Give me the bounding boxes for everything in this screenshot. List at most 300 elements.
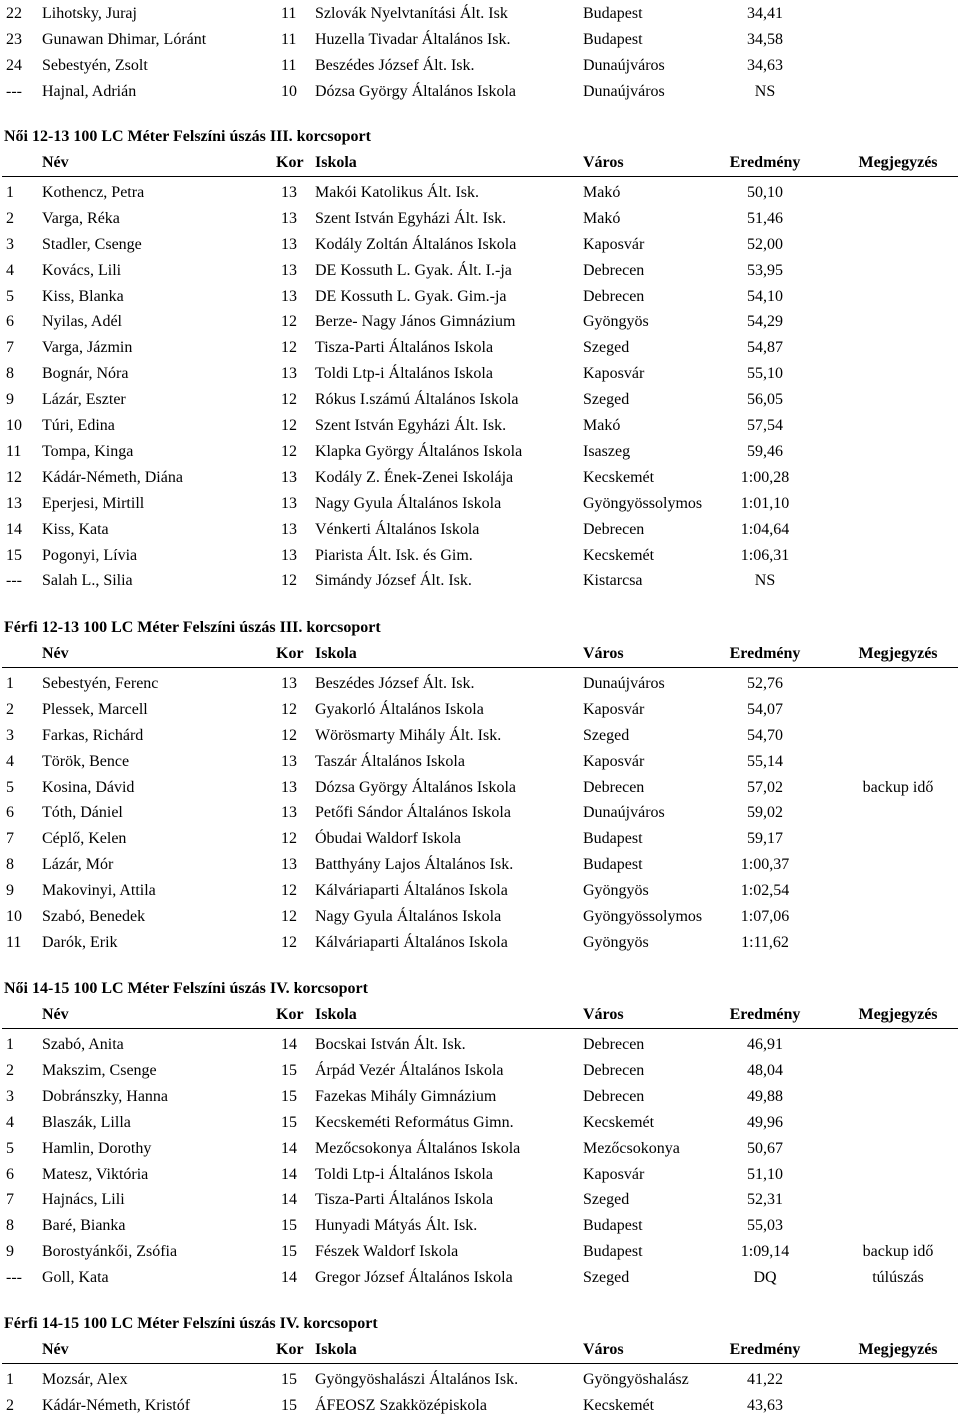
cell-result: 1:06,31 — [740, 547, 790, 564]
cell-result: 59,46 — [747, 443, 783, 460]
cell-name: Céplő, Kelen — [42, 830, 127, 847]
cell-school: Beszédes József Ált. Isk. — [315, 57, 475, 74]
cell-age: 13 — [281, 856, 297, 873]
cell-place: 8 — [6, 856, 14, 873]
cell-age: 13 — [281, 184, 297, 201]
table-row — [0, 1058, 960, 1084]
cell-city: Kistarcsa — [583, 572, 643, 589]
cell-age: 12 — [281, 701, 297, 718]
cell-result: 54,29 — [747, 313, 783, 330]
cell-result: 1:04,64 — [740, 521, 790, 538]
table-row — [0, 284, 960, 310]
cell-city: Dunaújváros — [583, 57, 665, 74]
cell-name: Borostyánkői, Zsófia — [42, 1243, 178, 1260]
header-divider — [2, 1363, 958, 1364]
cell-result: 52,76 — [747, 675, 783, 692]
cell-result: 50,67 — [747, 1140, 783, 1157]
cell-city: Szeged — [583, 391, 630, 408]
header-school: Iskola — [315, 1006, 357, 1023]
cell-place: 6 — [6, 804, 14, 821]
cell-name: Sebestyén, Ferenc — [42, 675, 159, 692]
cell-city: Kecskemét — [583, 1397, 655, 1414]
cell-place: 22 — [6, 5, 22, 22]
cell-school: Tisza-Parti Általános Iskola — [315, 1191, 494, 1208]
cell-age: 15 — [281, 1217, 297, 1234]
cell-age: 13 — [281, 521, 297, 538]
cell-school: Óbudai Waldorf Iskola — [315, 830, 461, 847]
cell-age: 13 — [281, 210, 297, 227]
cell-city: Makó — [583, 184, 621, 201]
cell-place: 1 — [6, 1371, 14, 1388]
cell-age: 12 — [281, 313, 297, 330]
cell-school: Klapka György Általános Iskola — [315, 443, 523, 460]
cell-city: Isaszeg — [583, 443, 631, 460]
cell-name: Matesz, Viktória — [42, 1166, 149, 1183]
table-row — [0, 258, 960, 284]
cell-city: Kaposvár — [583, 365, 645, 382]
cell-result: 53,95 — [747, 262, 783, 279]
cell-result: 49,88 — [747, 1088, 783, 1105]
cell-name: Kiss, Kata — [42, 521, 109, 538]
cell-school: Wörösmarty Mihály Ált. Isk. — [315, 727, 502, 744]
header-age: Kor — [276, 1341, 304, 1358]
cell-result: 51,46 — [747, 210, 783, 227]
cell-city: Makó — [583, 417, 621, 434]
cell-place: 10 — [6, 908, 22, 925]
header-result: Eredmény — [729, 1341, 801, 1358]
cell-school: Fészek Waldorf Iskola — [315, 1243, 459, 1260]
header-result: Eredmény — [729, 154, 801, 171]
cell-name: Sebestyén, Zsolt — [42, 57, 148, 74]
cell-name: Szabó, Benedek — [42, 908, 146, 925]
header-note: Megjegyzés — [858, 1006, 938, 1023]
cell-age: 15 — [281, 1114, 297, 1131]
cell-place: 4 — [6, 753, 14, 770]
cell-age: 12 — [281, 727, 297, 744]
cell-place: 7 — [6, 830, 14, 847]
cell-age: 12 — [281, 339, 297, 356]
cell-city: Kaposvár — [583, 236, 645, 253]
cell-age: 12 — [281, 391, 297, 408]
cell-school: Bocskai István Ált. Isk. — [315, 1036, 466, 1053]
cell-name: Tompa, Kinga — [42, 443, 134, 460]
cell-place: --- — [6, 1269, 22, 1286]
cell-school: Taszár Általános Iskola — [315, 753, 465, 770]
cell-result: 50,10 — [747, 184, 783, 201]
cell-age: 12 — [281, 934, 297, 951]
table-row — [0, 53, 960, 79]
cell-school: Toldi Ltp-i Általános Iskola — [315, 1166, 493, 1183]
cell-place: 1 — [6, 1036, 14, 1053]
cell-school: Berze- Nagy János Gimnázium — [315, 313, 516, 330]
cell-city: Budapest — [583, 856, 643, 873]
cell-place: 9 — [6, 882, 14, 899]
table-row — [0, 800, 960, 826]
cell-result: 1:07,06 — [740, 908, 790, 925]
cell-place: --- — [6, 572, 22, 589]
cell-name: Kothencz, Petra — [42, 184, 145, 201]
cell-place: 2 — [6, 210, 14, 227]
cell-city: Kaposvár — [583, 1166, 645, 1183]
header-city: Város — [583, 1006, 624, 1023]
cell-name: Kosina, Dávid — [42, 779, 135, 796]
cell-city: Dunaújváros — [583, 83, 665, 100]
cell-school: Simándy József Ált. Isk. — [315, 572, 472, 589]
table-header — [0, 150, 960, 176]
cell-school: Gregor József Általános Iskola — [315, 1269, 513, 1286]
cell-result: 48,04 — [747, 1062, 783, 1079]
cell-place: 8 — [6, 365, 14, 382]
header-name: Név — [42, 645, 69, 662]
cell-name: Makovinyi, Attila — [42, 882, 156, 899]
cell-city: Gyöngyös — [583, 313, 649, 330]
cell-name: Makszim, Csenge — [42, 1062, 157, 1079]
cell-name: Darók, Erik — [42, 934, 118, 951]
cell-city: Dunaújváros — [583, 804, 665, 821]
cell-age: 15 — [281, 1062, 297, 1079]
table-row — [0, 1187, 960, 1213]
cell-place: 15 — [6, 547, 22, 564]
cell-name: Bognár, Nóra — [42, 365, 129, 382]
cell-result: 54,10 — [747, 288, 783, 305]
cell-note: backup idő — [862, 779, 934, 796]
cell-city: Makó — [583, 210, 621, 227]
header-name: Név — [42, 1341, 69, 1358]
cell-school: DE Kossuth L. Gyak. Gim.-ja — [315, 288, 507, 305]
cell-result: 1:02,54 — [740, 882, 790, 899]
cell-city: Kecskemét — [583, 1114, 655, 1131]
cell-school: Gyöngyöshalászi Általános Isk. — [315, 1371, 519, 1388]
cell-age: 14 — [281, 1269, 297, 1286]
header-city: Város — [583, 154, 624, 171]
cell-result: 34,63 — [747, 57, 783, 74]
cell-city: Debrecen — [583, 262, 645, 279]
cell-result: 1:00,28 — [740, 469, 790, 486]
table-row — [0, 27, 960, 53]
cell-age: 13 — [281, 675, 297, 692]
cell-result: 57,02 — [747, 779, 783, 796]
cell-name: Varga, Jázmin — [42, 339, 133, 356]
header-divider — [2, 1028, 958, 1029]
table-row — [0, 852, 960, 878]
table-row — [0, 775, 960, 801]
cell-age: 14 — [281, 1191, 297, 1208]
cell-name: Lihotsky, Juraj — [42, 5, 137, 22]
cell-place: 12 — [6, 469, 22, 486]
cell-name: Túri, Edina — [42, 417, 115, 434]
cell-age: 11 — [281, 5, 297, 22]
cell-name: Farkas, Richárd — [42, 727, 144, 744]
cell-place: 11 — [6, 934, 22, 951]
cell-place: 2 — [6, 1397, 14, 1414]
header-note: Megjegyzés — [858, 645, 938, 662]
cell-school: Nagy Gyula Általános Iskola — [315, 495, 502, 512]
cell-name: Hamlin, Dorothy — [42, 1140, 152, 1157]
cell-name: Hajnal, Adrián — [42, 83, 137, 100]
cell-result: 54,07 — [747, 701, 783, 718]
header-name: Név — [42, 1006, 69, 1023]
table-row — [0, 878, 960, 904]
cell-name: Kiss, Blanka — [42, 288, 124, 305]
header-note: Megjegyzés — [858, 1341, 938, 1358]
section-title: Női 12-13 100 LC Méter Felszíni úszás III. korcsoport — [4, 128, 371, 145]
cell-age: 11 — [281, 31, 297, 48]
cell-age: 14 — [281, 1036, 297, 1053]
cell-place: 3 — [6, 1088, 14, 1105]
cell-school: Piarista Ált. Isk. és Gim. — [315, 547, 473, 564]
table-row — [0, 1110, 960, 1136]
cell-city: Gyöngyössolymos — [583, 495, 703, 512]
header-result: Eredmény — [729, 645, 801, 662]
table-row — [0, 749, 960, 775]
cell-result: NS — [754, 572, 776, 589]
table-row — [0, 930, 960, 956]
table-row — [0, 79, 960, 105]
cell-school: Tisza-Parti Általános Iskola — [315, 339, 494, 356]
cell-city: Debrecen — [583, 1036, 645, 1053]
cell-city: Budapest — [583, 5, 643, 22]
cell-place: 23 — [6, 31, 22, 48]
cell-result: 59,17 — [747, 830, 783, 847]
cell-age: 12 — [281, 830, 297, 847]
table-row — [0, 180, 960, 206]
cell-age: 15 — [281, 1088, 297, 1105]
cell-name: Plessek, Marcell — [42, 701, 148, 718]
table-row — [0, 1136, 960, 1162]
cell-age: 13 — [281, 288, 297, 305]
cell-place: 4 — [6, 1114, 14, 1131]
header-age: Kor — [276, 154, 304, 171]
header-school: Iskola — [315, 1341, 357, 1358]
table-row — [0, 206, 960, 232]
cell-result: 49,96 — [747, 1114, 783, 1131]
cell-result: 46,91 — [747, 1036, 783, 1053]
table-header — [0, 1002, 960, 1028]
table-row — [0, 361, 960, 387]
cell-name: Eperjesi, Mirtill — [42, 495, 145, 512]
cell-name: Salah L., Silia — [42, 572, 133, 589]
cell-place: 5 — [6, 1140, 14, 1157]
table-row — [0, 723, 960, 749]
table-header — [0, 641, 960, 667]
cell-age: 12 — [281, 417, 297, 434]
cell-result: 52,31 — [747, 1191, 783, 1208]
table-row — [0, 1393, 960, 1419]
cell-name: Török, Bence — [42, 753, 130, 770]
cell-school: Kodály Zoltán Általános Iskola — [315, 236, 517, 253]
cell-school: Kecskeméti Református Gimn. — [315, 1114, 514, 1131]
cell-age: 15 — [281, 1371, 297, 1388]
cell-result: 55,03 — [747, 1217, 783, 1234]
cell-result: NS — [754, 83, 776, 100]
cell-age: 13 — [281, 262, 297, 279]
cell-result: 52,00 — [747, 236, 783, 253]
table-row — [0, 1265, 960, 1291]
header-school: Iskola — [315, 154, 357, 171]
cell-name: Kovács, Lili — [42, 262, 122, 279]
cell-result: 1:09,14 — [740, 1243, 790, 1260]
table-row — [0, 1239, 960, 1265]
cell-school: Szlovák Nyelvtanítási Ált. Isk — [315, 5, 508, 22]
header-divider — [2, 176, 958, 177]
cell-age: 13 — [281, 365, 297, 382]
section-title: Férfi 14-15 100 LC Méter Felszíni úszás IV. korcsoport — [4, 1315, 378, 1332]
cell-result: 55,10 — [747, 365, 783, 382]
cell-name: Kádár-Németh, Kristóf — [42, 1397, 191, 1414]
cell-place: 5 — [6, 288, 14, 305]
cell-result: 1:01,10 — [740, 495, 790, 512]
cell-result: 57,54 — [747, 417, 783, 434]
table-row — [0, 826, 960, 852]
cell-school: Dózsa György Általános Iskola — [315, 83, 516, 100]
table-row — [0, 387, 960, 413]
cell-place: 7 — [6, 1191, 14, 1208]
cell-city: Kaposvár — [583, 753, 645, 770]
cell-school: Toldi Ltp-i Általános Iskola — [315, 365, 493, 382]
cell-city: Kaposvár — [583, 701, 645, 718]
header-result: Eredmény — [729, 1006, 801, 1023]
cell-place: 4 — [6, 262, 14, 279]
cell-age: 11 — [281, 57, 297, 74]
cell-place: 1 — [6, 675, 14, 692]
cell-city: Szeged — [583, 339, 630, 356]
cell-city: Debrecen — [583, 1088, 645, 1105]
cell-place: 3 — [6, 236, 14, 253]
table-row — [0, 671, 960, 697]
cell-city: Gyöngyöshalász — [583, 1371, 689, 1388]
cell-name: Kádár-Németh, Diána — [42, 469, 183, 486]
cell-city: Budapest — [583, 830, 643, 847]
cell-result: 34,41 — [747, 5, 783, 22]
table-row — [0, 232, 960, 258]
table-header — [0, 1337, 960, 1363]
cell-city: Budapest — [583, 31, 643, 48]
table-row — [0, 1, 960, 27]
cell-school: Vénkerti Általános Iskola — [315, 521, 480, 538]
cell-name: Stadler, Csenge — [42, 236, 142, 253]
header-age: Kor — [276, 645, 304, 662]
cell-place: 24 — [6, 57, 22, 74]
table-row — [0, 335, 960, 361]
section-title: Férfi 12-13 100 LC Méter Felszíni úszás III. korcsoport — [4, 619, 381, 636]
cell-age: 15 — [281, 1397, 297, 1414]
cell-name: Goll, Kata — [42, 1269, 109, 1286]
cell-place: 13 — [6, 495, 22, 512]
cell-place: 2 — [6, 1062, 14, 1079]
cell-place: 11 — [6, 443, 22, 460]
cell-city: Szeged — [583, 1191, 630, 1208]
cell-place: 9 — [6, 391, 14, 408]
cell-name: Varga, Réka — [42, 210, 120, 227]
cell-note: túlúszás — [872, 1269, 924, 1286]
cell-age: 12 — [281, 443, 297, 460]
cell-city: Dunaújváros — [583, 675, 665, 692]
table-row — [0, 1213, 960, 1239]
table-row — [0, 1084, 960, 1110]
table-row — [0, 904, 960, 930]
cell-place: 14 — [6, 521, 22, 538]
cell-city: Debrecen — [583, 288, 645, 305]
cell-school: Szent István Egyházi Ált. Isk. — [315, 417, 507, 434]
table-row — [0, 568, 960, 594]
table-row — [0, 1032, 960, 1058]
cell-result: 41,22 — [747, 1371, 783, 1388]
table-row — [0, 517, 960, 543]
cell-age: 15 — [281, 1243, 297, 1260]
cell-place: 6 — [6, 313, 14, 330]
cell-age: 13 — [281, 779, 297, 796]
table-row — [0, 309, 960, 335]
cell-place: 7 — [6, 339, 14, 356]
header-name: Név — [42, 154, 69, 171]
header-note: Megjegyzés — [858, 154, 938, 171]
cell-name: Baré, Bianka — [42, 1217, 126, 1234]
cell-age: 13 — [281, 753, 297, 770]
cell-school: Kálváriaparti Általános Iskola — [315, 882, 508, 899]
cell-name: Lázár, Mór — [42, 856, 114, 873]
cell-age: 12 — [281, 908, 297, 925]
cell-city: Kecskemét — [583, 469, 655, 486]
cell-age: 13 — [281, 547, 297, 564]
cell-place: 10 — [6, 417, 22, 434]
cell-school: Hunyadi Mátyás Ált. Isk. — [315, 1217, 478, 1234]
cell-name: Pogonyi, Lívia — [42, 547, 138, 564]
cell-city: Gyöngyössolymos — [583, 908, 703, 925]
cell-school: Kodály Z. Ének-Zenei Iskolája — [315, 469, 514, 486]
cell-place: 6 — [6, 1166, 14, 1183]
cell-city: Kecskemét — [583, 547, 655, 564]
header-city: Város — [583, 1341, 624, 1358]
cell-school: Szent István Egyházi Ált. Isk. — [315, 210, 507, 227]
cell-name: Nyilas, Adél — [42, 313, 122, 330]
cell-name: Blaszák, Lilla — [42, 1114, 131, 1131]
cell-age: 13 — [281, 495, 297, 512]
cell-name: Dobránszky, Hanna — [42, 1088, 169, 1105]
cell-note: backup idő — [862, 1243, 934, 1260]
cell-school: Nagy Gyula Általános Iskola — [315, 908, 502, 925]
cell-school: Mezőcsokonya Általános Iskola — [315, 1140, 521, 1157]
header-school: Iskola — [315, 645, 357, 662]
cell-city: Szeged — [583, 1269, 630, 1286]
cell-city: Budapest — [583, 1217, 643, 1234]
cell-city: Debrecen — [583, 1062, 645, 1079]
cell-age: 12 — [281, 882, 297, 899]
cell-age: 13 — [281, 236, 297, 253]
table-row — [0, 465, 960, 491]
cell-result: 51,10 — [747, 1166, 783, 1183]
cell-city: Gyöngyös — [583, 934, 649, 951]
table-row — [0, 543, 960, 569]
cell-school: Batthyány Lajos Általános Isk. — [315, 856, 514, 873]
cell-result: 59,02 — [747, 804, 783, 821]
cell-school: DE Kossuth L. Gyak. Ált. I.-ja — [315, 262, 512, 279]
cell-city: Mezőcsokonya — [583, 1140, 680, 1157]
cell-place: 8 — [6, 1217, 14, 1234]
cell-result: 43,63 — [747, 1397, 783, 1414]
cell-name: Hajnács, Lili — [42, 1191, 125, 1208]
cell-name: Tóth, Dániel — [42, 804, 123, 821]
cell-result: 56,05 — [747, 391, 783, 408]
cell-age: 13 — [281, 804, 297, 821]
cell-result: 1:00,37 — [740, 856, 790, 873]
cell-name: Mozsár, Alex — [42, 1371, 128, 1388]
cell-place: 9 — [6, 1243, 14, 1260]
header-city: Város — [583, 645, 624, 662]
cell-city: Gyöngyös — [583, 882, 649, 899]
cell-name: Szabó, Anita — [42, 1036, 124, 1053]
cell-place: 1 — [6, 184, 14, 201]
cell-age: 10 — [281, 83, 297, 100]
